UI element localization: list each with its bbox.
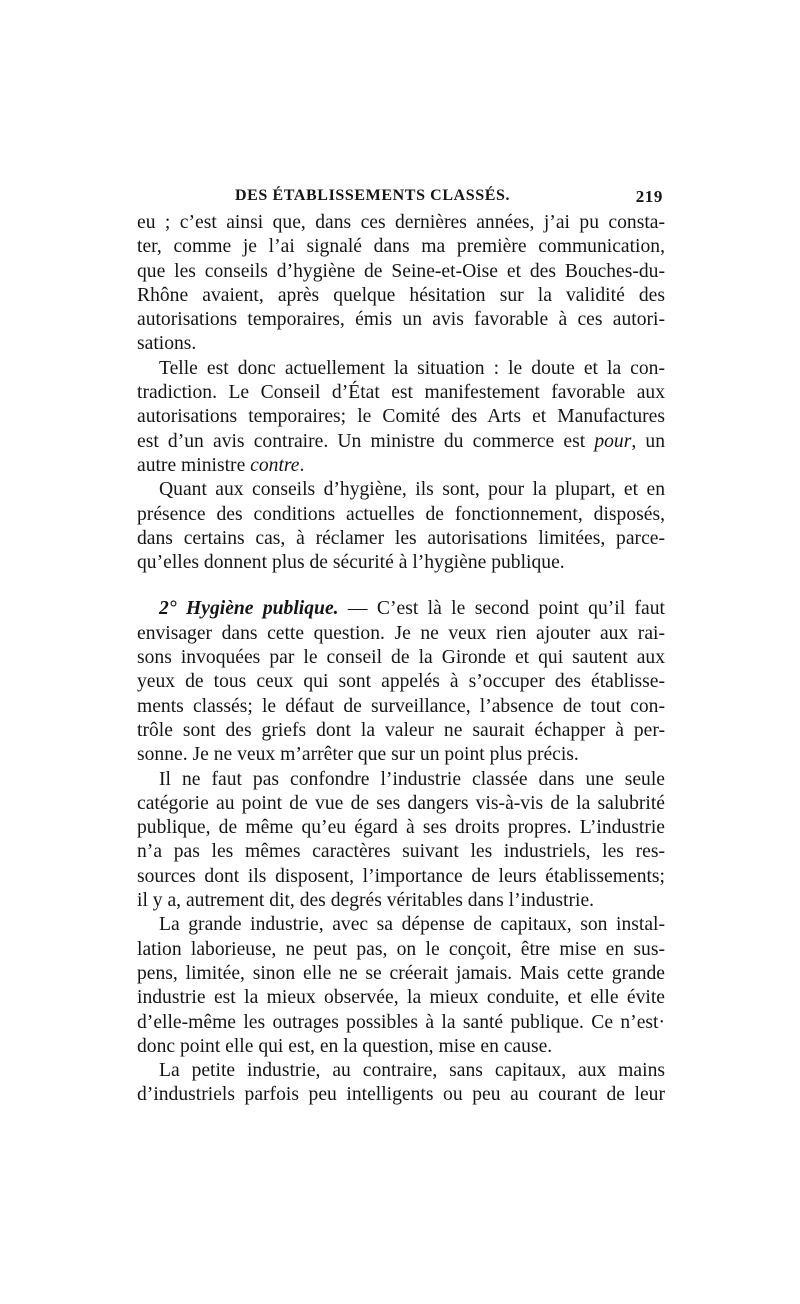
text-fragment: . [299,454,305,476]
text-line: yeux de tous ceux qui sont appelés à s’occuper des établisse- [137,671,665,693]
text-line: qu’elles donnent plus de sécurité à l’hygiène publique. [137,552,565,574]
text-fragment: autre ministre [137,454,251,476]
text-fragment: — C’est là le second point qu’il faut [338,598,665,620]
text-line [137,430,665,454]
text-line: d’industriels parfois peu intelligents ou peu au courant de leur [137,1084,665,1106]
text-line: Quant aux conseils d’hygiène, ils sont, pour la plupart, et en [159,479,665,501]
running-title: DES ÉTABLISSEMENTS CLASSÉS. [235,187,511,204]
text-line: présence des conditions actuelles de fonctionnement, disposés, [137,503,665,525]
text-line: envisager dans cette question. Je ne veux rien ajouter aux rai- [137,622,665,644]
paragraph-5 [137,768,665,914]
text-line: tradiction. Le Conseil d’État est manifestement favorable aux [137,382,665,404]
text-line: autorisations temporaires, émis un avis favorable à ces autori- [137,309,665,331]
text-line: ter, comme je l’ai signalé dans ma première communication, [137,236,665,258]
text-line: catégorie au point de vue de ses dangers vis-à-vis de la salubrité [137,792,665,814]
text-line: industrie est la mieux observée, la mieux conduite, et elle évite [137,987,665,1009]
paragraph-4 [137,597,665,767]
text-line: La petite industrie, au contraire, sans capitaux, aux mains [159,1060,665,1082]
text-line: sonne. Je ne veux m’arrêter que sur un point plus précis. [137,744,579,766]
text-fragment: , un [631,430,665,452]
paragraph-1 [137,211,665,357]
text-line: La grande industrie, avec sa dépense de capitaux, son instal- [159,914,665,936]
text-line: dans certains cas, à réclamer les autorisations limitées, parce- [137,527,665,549]
text-line [137,454,665,478]
text-line: pens, limitée, sinon elle ne se créerait jamais. Mais cette grande [137,962,665,984]
text-line: lation laborieuse, ne peut pas, on le conçoit, être mise en sus- [137,938,665,960]
paragraph-7 [137,1059,665,1108]
text-line: donc point elle qui est, en la question, mise en cause. [137,1035,553,1057]
running-head [137,181,665,211]
text-line: n’a pas les mêmes caractères suivant les industriels, les res- [137,841,665,863]
text-line [137,597,665,621]
paragraph-3 [137,478,665,575]
text-fragment: est d’un avis contraire. Un ministre du commerce est [137,430,595,452]
emphasis-contre: contre [250,454,300,476]
text-line: sations. [137,333,197,355]
text-line: il y a, autrement dit, des degrés véritables dans l’industrie. [137,890,595,912]
text-line: sons invoquées par le conseil de la Gironde et qui sautent aux [137,647,665,669]
emphasis-pour: pour [594,430,632,452]
text-line: autorisations temporaires; le Comité des Arts et Manufactures [137,406,665,428]
text-line: Rhône avaient, après quelque hésitation sur la validité des [137,284,665,306]
text-line: sources dont ils disposent, l’importance de leurs établissements; [137,865,665,887]
page-number: 219 [635,187,663,206]
text-line: Il ne faut pas confondre l’industrie classée dans une seule [159,768,665,790]
text-line: eu ; c’est ainsi que, dans ces dernières années, j’ai pu consta- [137,212,665,233]
text-line: que les conseils d’hygiène de Seine-et-Oise et des Bouches-du- [137,260,665,282]
text-line: publique, de même qu’eu égard à ses droits propres. L’industrie [137,817,665,839]
paragraph-6 [137,913,665,1059]
text-line: ments classés; le défaut de surveillance, l’absence de tout con- [137,695,665,717]
text-line: d’elle-même les outrages possibles à la santé publique. Ce n’est· [137,1011,665,1033]
text-line: trôle sont des griefs dont la valeur ne saurait échapper à per- [137,719,665,741]
text-line: Telle est donc actuellement la situation : le doute et la con- [159,357,665,379]
paragraph-2 [137,357,665,478]
section-heading: 2° Hygiène publique. [159,598,339,620]
book-page [137,181,665,1108]
